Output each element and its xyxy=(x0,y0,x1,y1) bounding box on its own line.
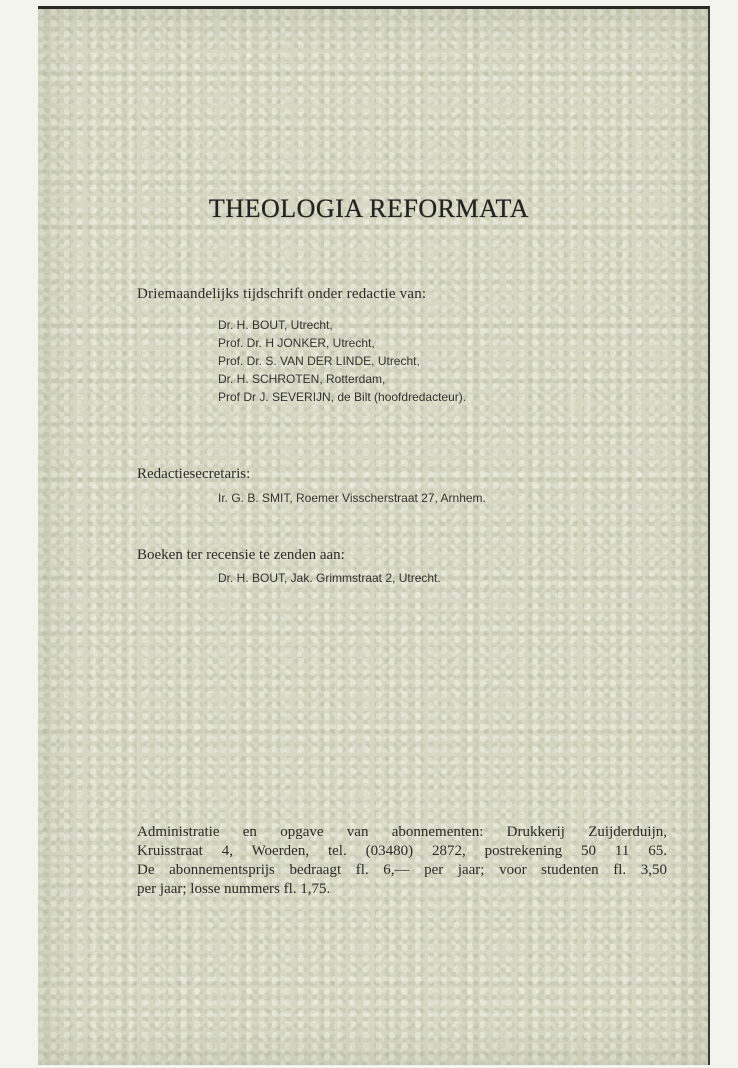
administration-line: De abonnementsprijs bedraagt fl. 6,— per jaar; voor studenten fl. 3,50 xyxy=(137,862,667,878)
secretary-value: Ir. G. B. SMIT, Roemer Visscherstraat 27, Arnhem. xyxy=(218,491,486,505)
journal-title: THEOLOGIA REFORMATA xyxy=(208,194,530,223)
editor-item: Dr. H. BOUT, Utrecht, xyxy=(218,318,333,332)
editor-item: Prof. Dr. H JONKER, Utrecht, xyxy=(218,336,375,350)
administration-text xyxy=(137,823,667,899)
administration-line: per jaar; losse nummers fl. 1,75. xyxy=(137,881,331,897)
journal-subtitle: Driemaandelijks tijdschrift onder redactie van: xyxy=(137,286,427,302)
page-paper xyxy=(38,6,710,1065)
editor-list xyxy=(218,316,466,406)
administration-line: Kruisstraat 4, Woerden, tel. (03480) 2872, postrekening 50 11 65. xyxy=(137,843,667,859)
secretary-label: Redactiesecretaris: xyxy=(137,466,251,482)
editor-item: Dr. H. SCHROTEN, Rotterdam, xyxy=(218,372,386,386)
books-label: Boeken ter recensie te zenden aan: xyxy=(137,547,345,563)
editor-item: Prof Dr J. SEVERIJN, de Bilt (hoofdredacteur). xyxy=(218,390,467,404)
administration-line: Administratie en opgave van abonnementen: Drukkerij Zuijderduijn, xyxy=(137,824,667,840)
books-value: Dr. H. BOUT, Jak. Grimmstraat 2, Utrecht. xyxy=(218,571,441,585)
editor-item: Prof. Dr. S. VAN DER LINDE, Utrecht, xyxy=(218,354,420,368)
